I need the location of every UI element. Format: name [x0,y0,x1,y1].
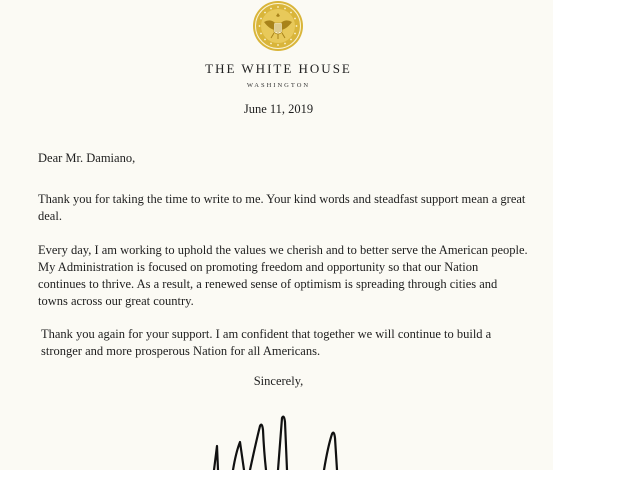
letterhead-org-city: WASHINGTON [246,82,311,89]
letterhead-org-name: THE WHITE HOUSE [205,61,352,76]
letter-date: June 11, 2019 [243,102,314,116]
letter-paragraph-1: Thank you for taking the time to write to me. Your kind words and steadfast support mean a great deal. [38,192,526,223]
presidential-seal-icon [252,0,304,52]
handwritten-signature-icon [200,412,350,470]
letter-closing: Sincerely, [253,374,304,388]
letter-paragraph-3: Thank you again for your support. I am confident that together we will continue to build a stronger and more prosperous Nation for all Americans. [41,327,492,358]
letter-salutation: Dear Mr. Damiano, [38,151,136,165]
letter-paragraph-2: Every day, I am working to uphold the values we cherish and to better serve the American people. My Administration is focused on promoting freedom and opportunity so that our Nation continues to thrive. As a result, a renewed sense of optimism is spreading through cities and towns across our great country. [38,243,528,308]
